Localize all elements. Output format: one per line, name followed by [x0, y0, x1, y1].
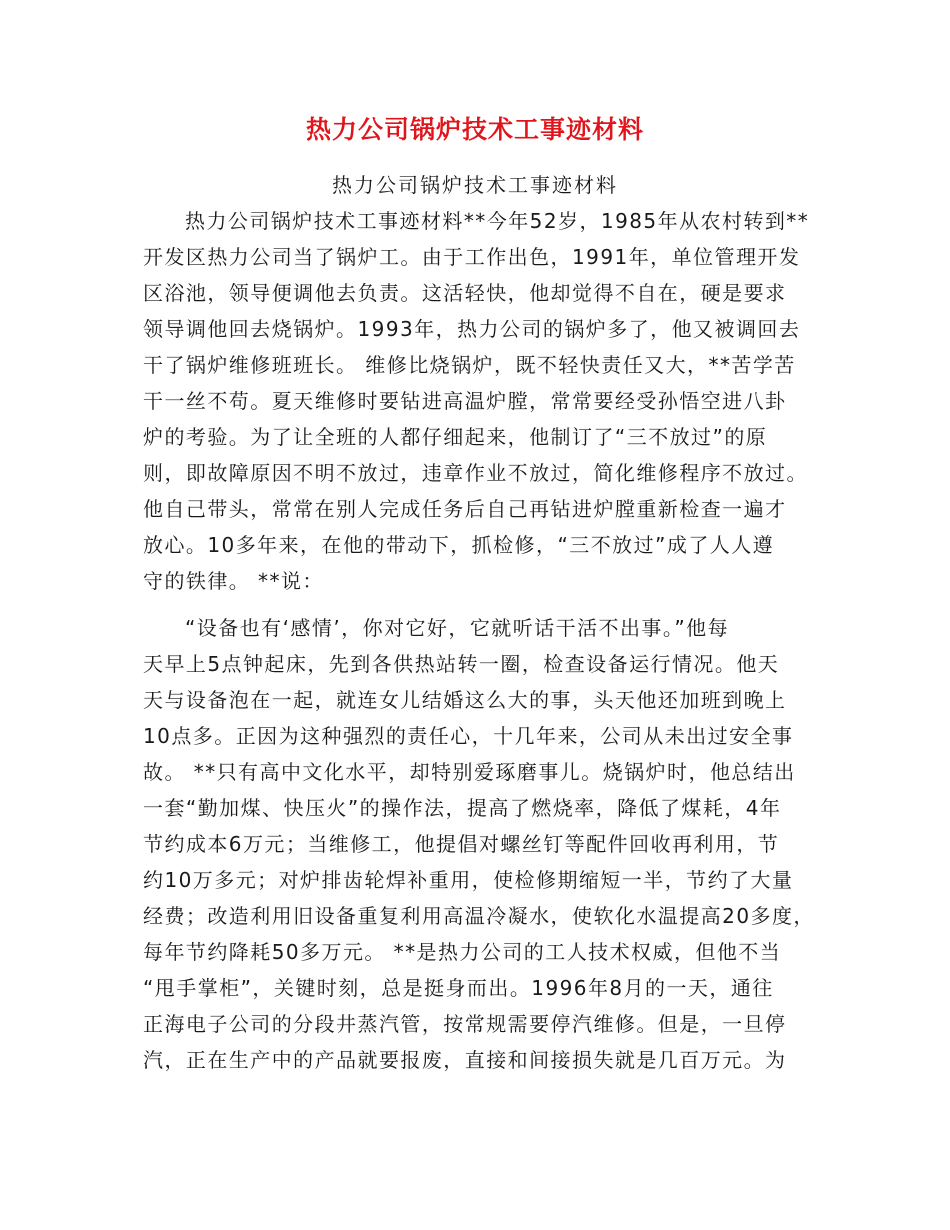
body-line: 干一丝不苟。夏天维修时要钻进高温炉膛，常常要经受孙悟空进八卦: [143, 389, 787, 413]
body-line: 经费；改造利用旧设备重复利用高温冷凝水，使软化水温提高20多度，: [143, 904, 815, 928]
body-line: 天与设备泡在一起，就连女儿结婚这么大的事，头天他还加班到晚上: [143, 688, 787, 712]
body-line: 每年节约降耗50多万元。 **是热力公司的工人技术权威，但他不当: [143, 940, 782, 964]
body-line: 热力公司锅炉技术工事迹材料**今年52岁，1985年从农村转到**: [185, 209, 810, 233]
body-line: “设备也有‘感情’，你对它好，它就听话干活不出事。”他每: [185, 616, 730, 640]
body-line: 约10万多元；对炉排齿轮焊补重用，使检修期缩短一半，节约了大量: [143, 868, 794, 892]
body-line: 汽，正在生产中的产品就要报废，直接和间接损失就是几百万元。为: [143, 1048, 787, 1072]
body-line: 10点多。正因为这种强烈的责任心，十几年来，公司从未出过安全事: [143, 724, 794, 748]
body-line: 正海电子公司的分段井蒸汽管，按常规需要停汽维修。但是，一旦停: [143, 1012, 787, 1036]
body-line: 他自己带头，常常在别人完成任务后自己再钻进炉膛重新检查一遍才: [143, 497, 787, 521]
body-line: 领导调他回去烧锅炉。1993年，热力公司的锅炉多了，他又被调回去: [143, 317, 801, 341]
body-line: 天早上5点钟起床，先到各供热站转一圈，检查设备运行情况。他天: [143, 652, 780, 676]
document-subtitle: 热力公司锅炉技术工事迹材料: [332, 173, 618, 197]
body-line: “甩手掌柜”，关键时刻，总是挺身而出。1996年8月的一天，通往: [143, 976, 774, 1000]
body-line: 守的铁律。 **说：: [143, 569, 324, 593]
body-line: 一套“勤加煤、快压火”的操作法，提高了燃烧率，降低了煤耗，4年: [143, 796, 782, 820]
body-line: 开发区热力公司当了锅炉工。由于工作出色，1991年，单位管理开发: [143, 245, 801, 269]
body-line: 节约成本6万元；当维修工，他提倡对螺丝钉等配件回收再利用，节: [143, 832, 780, 856]
body-line: 故。 **只有高中文化水平，却特别爱琢磨事儿。烧锅炉时，他总结出: [143, 760, 796, 784]
body-line: 炉的考验。为了让全班的人都仔细起来，他制订了“三不放过”的原: [143, 425, 768, 449]
body-line: 放心。10多年来，在他的带动下，抓检修，“三不放过”成了人人遵: [143, 533, 775, 557]
body-line: 区浴池，领导便调他去负责。这活轻快，他却觉得不自在，硬是要求: [143, 281, 787, 305]
body-line: 则，即故障原因不明不放过，违章作业不放过，简化维修程序不放过。: [143, 461, 808, 485]
document-title: 热力公司锅炉技术工事迹材料: [305, 115, 644, 144]
body-line: 干了锅炉维修班班长。 维修比烧锅炉，既不轻快责任又大，**苦学苦: [143, 353, 796, 377]
